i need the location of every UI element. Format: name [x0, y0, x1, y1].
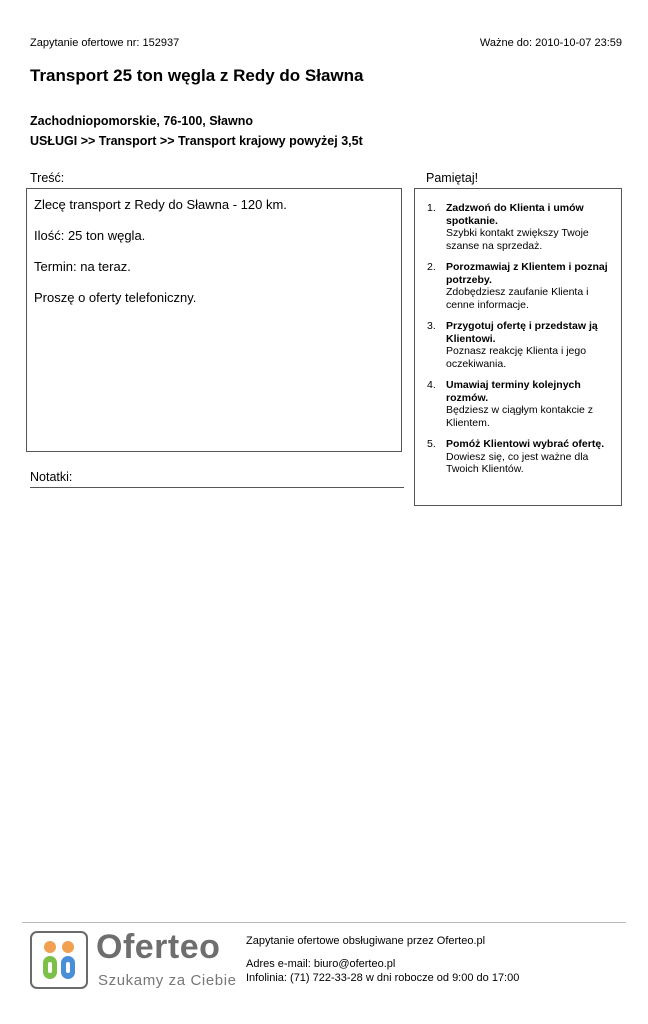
tip-heading: Zadzwoń do Klienta i umów spotkanie.: [446, 202, 584, 227]
tip-number: 3.: [427, 320, 436, 332]
tip-item: [425, 202, 611, 252]
tips-box: [414, 188, 622, 506]
tip-heading: Przygotuj ofertę i przedstaw ją Klientowi.: [446, 320, 598, 345]
tip-number: 4.: [427, 379, 436, 391]
content-paragraph: Proszę o oferty telefoniczny.: [34, 290, 197, 305]
tip-heading: Porozmawiaj z Klientem i poznaj potrzeby.: [446, 261, 608, 286]
footer-email: Adres e-mail: biuro@oferteo.pl: [246, 958, 396, 970]
content-paragraph: Ilość: 25 ton węgla.: [34, 228, 146, 243]
page-title: Transport 25 ton węgla z Redy do Sławna: [30, 66, 364, 85]
tip-heading: Umawiaj terminy kolejnych rozmów.: [446, 379, 581, 404]
footer-service-text: Zapytanie ofertowe obsługiwane przez Oferteo.pl: [246, 935, 486, 947]
brand-tagline: Szukamy za Ciebie: [98, 972, 237, 989]
tip-item: [425, 320, 611, 370]
tip-text: Poznasz reakcję Klienta i jego oczekiwania.: [446, 345, 587, 370]
tip-text: Będziesz w ciągłym kontakcie z Klientem.: [446, 404, 594, 429]
tips-label: Pamiętaj!: [426, 171, 479, 185]
footer-divider: [22, 922, 626, 923]
tip-item: [425, 261, 611, 311]
tip-number: 1.: [427, 202, 436, 214]
notes-line: [30, 487, 404, 488]
tip-item: [425, 379, 611, 429]
location: Zachodniopomorskie, 76-100, Sławno: [30, 114, 253, 128]
category-breadcrumb: USŁUGI >> Transport >> Transport krajowy powyżej 3,5t: [30, 134, 363, 148]
tip-text: Szybki kontakt zwiększy Twoje szanse na sprzedaż.: [446, 227, 589, 252]
footer-hotline: Infolinia: (71) 722-33-28 w dni robocze od 9:00 do 17:00: [246, 972, 520, 984]
tip-number: 5.: [427, 438, 436, 450]
tip-item: [425, 438, 611, 476]
brand-logo-text: Oferteo: [96, 928, 221, 966]
tip-text: Zdobędziesz zaufanie Klienta i cenne informacje.: [446, 286, 589, 311]
request-number: Zapytanie ofertowe nr: 152937: [30, 37, 180, 49]
tip-number: 2.: [427, 261, 436, 273]
tip-heading: Pomóż Klientowi wybrać ofertę.: [446, 438, 605, 450]
notes-label: Notatki:: [30, 470, 73, 484]
tip-text: Dowiesz się, co jest ważne dla Twoich Klientów.: [446, 450, 589, 475]
content-box: [26, 188, 402, 452]
valid-until: Ważne do: 2010-10-07 23:59: [479, 37, 622, 49]
content-paragraph: Zlecę transport z Redy do Sławna - 120 km.: [34, 197, 287, 212]
content-paragraph: Termin: na teraz.: [34, 259, 131, 274]
content-label: Treść:: [30, 171, 65, 185]
two-people-icon: [30, 931, 88, 989]
